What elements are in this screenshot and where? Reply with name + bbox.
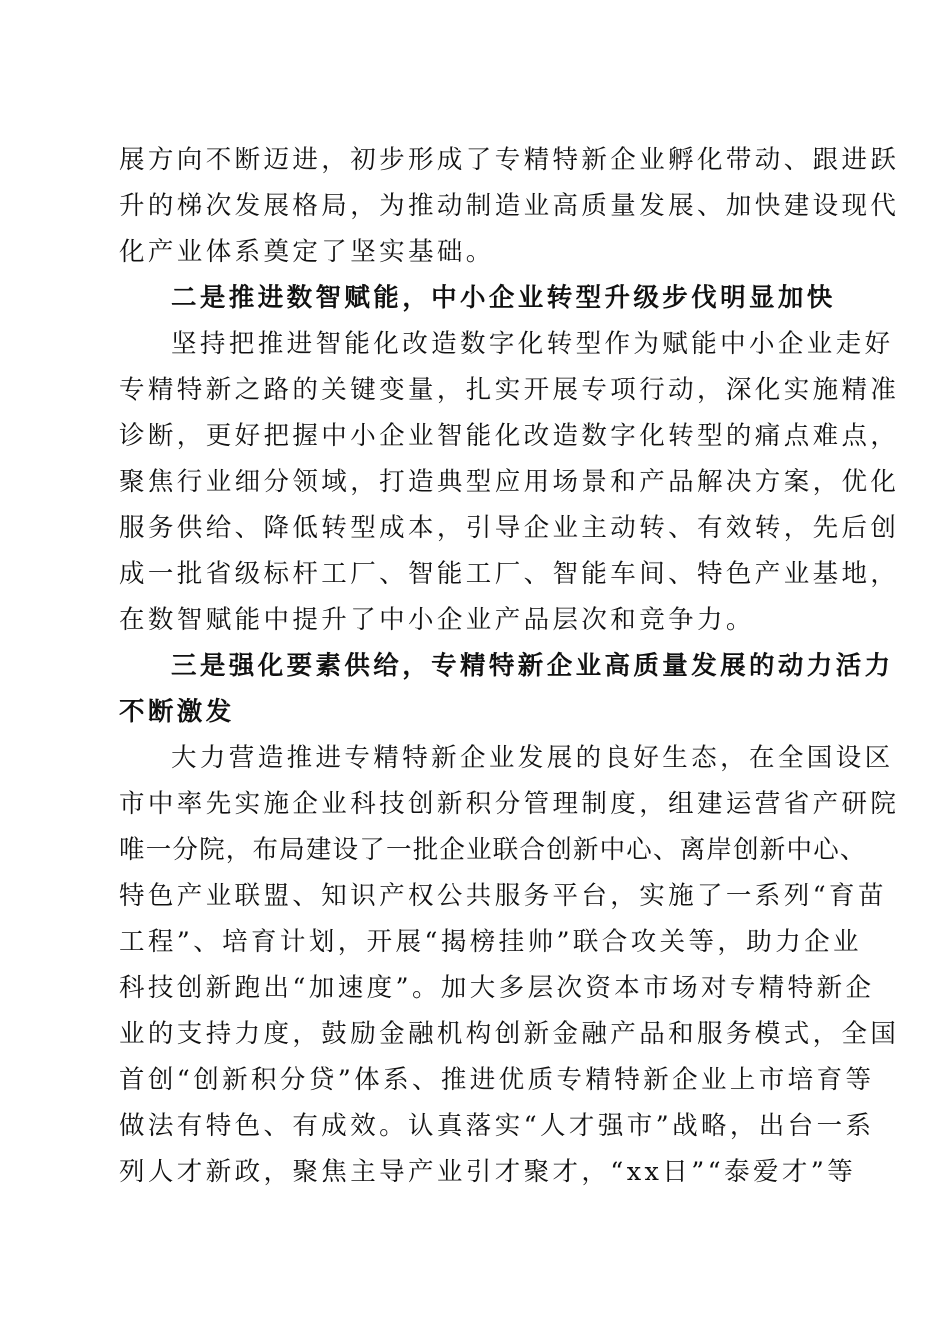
text-line-9: 服务供给、降低转型成本，引导企业主动转、有效转，先后创	[119, 513, 900, 543]
text-line-5: 坚持把推进智能化改造数字化转型作为赋能中小企业走好	[171, 329, 894, 359]
text-line-19: 科技创新跑出“加速度”。加大多层次资本市场对专精特新企	[119, 973, 875, 1003]
text-line-17: 特色产业联盟、知识产权公共服务平台，实施了一系列“育苗	[119, 881, 887, 911]
text-line-11: 在数智赋能中提升了中小企业产品层次和竞争力。	[119, 605, 755, 635]
text-line-18: 工程”、培育计划，开展“揭榜挂帅”联合攻关等，助力企业	[119, 927, 862, 957]
text-line-7: 诊断，更好把握中小企业智能化改造数字化转型的痛点难点，	[119, 421, 900, 451]
text-line-2: 升的梯次发展格局，为推动制造业高质量发展、加快建设现代	[119, 191, 900, 221]
text-line-15: 市中率先实施企业科技创新积分管理制度，组建运营省产研院	[119, 789, 900, 819]
document-body	[119, 137, 900, 1195]
text-line-20: 业的支持力度，鼓励金融机构创新金融产品和服务模式，全国	[119, 1019, 900, 1049]
text-line-14: 大力营造推进专精特新企业发展的良好生态，在全国设区	[171, 743, 894, 773]
section-heading-3-cont: 不断激发	[119, 697, 235, 727]
text-line-23: 列人才新政，聚焦主导产业引才聚才，“xx日”“泰爱才”等	[119, 1157, 857, 1187]
text-line-1: 展方向不断迈进，初步形成了专精特新企业孵化带动、跟进跃	[119, 145, 900, 175]
text-line-3: 化产业体系奠定了坚实基础。	[119, 237, 495, 267]
section-heading-3: 三是强化要素供给，专精特新企业高质量发展的动力活力	[171, 651, 894, 681]
text-line-8: 聚焦行业细分领域，打造典型应用场景和产品解决方案，优化	[119, 467, 900, 497]
text-line-6: 专精特新之路的关键变量，扎实开展专项行动，深化实施精准	[119, 375, 900, 405]
text-line-10: 成一批省级标杆工厂、智能工厂、智能车间、特色产业基地，	[119, 559, 900, 589]
text-line-21: 首创“创新积分贷”体系、推进优质专精特新企业上市培育等	[119, 1065, 875, 1095]
text-line-22: 做法有特色、有成效。认真落实“人才强市”战略，出台一系	[119, 1111, 875, 1141]
section-heading-2: 二是推进数智赋能，中小企业转型升级步伐明显加快	[171, 283, 836, 313]
text-line-16: 唯一分院，布局建设了一批企业联合创新中心、离岸创新中心、	[119, 835, 867, 865]
